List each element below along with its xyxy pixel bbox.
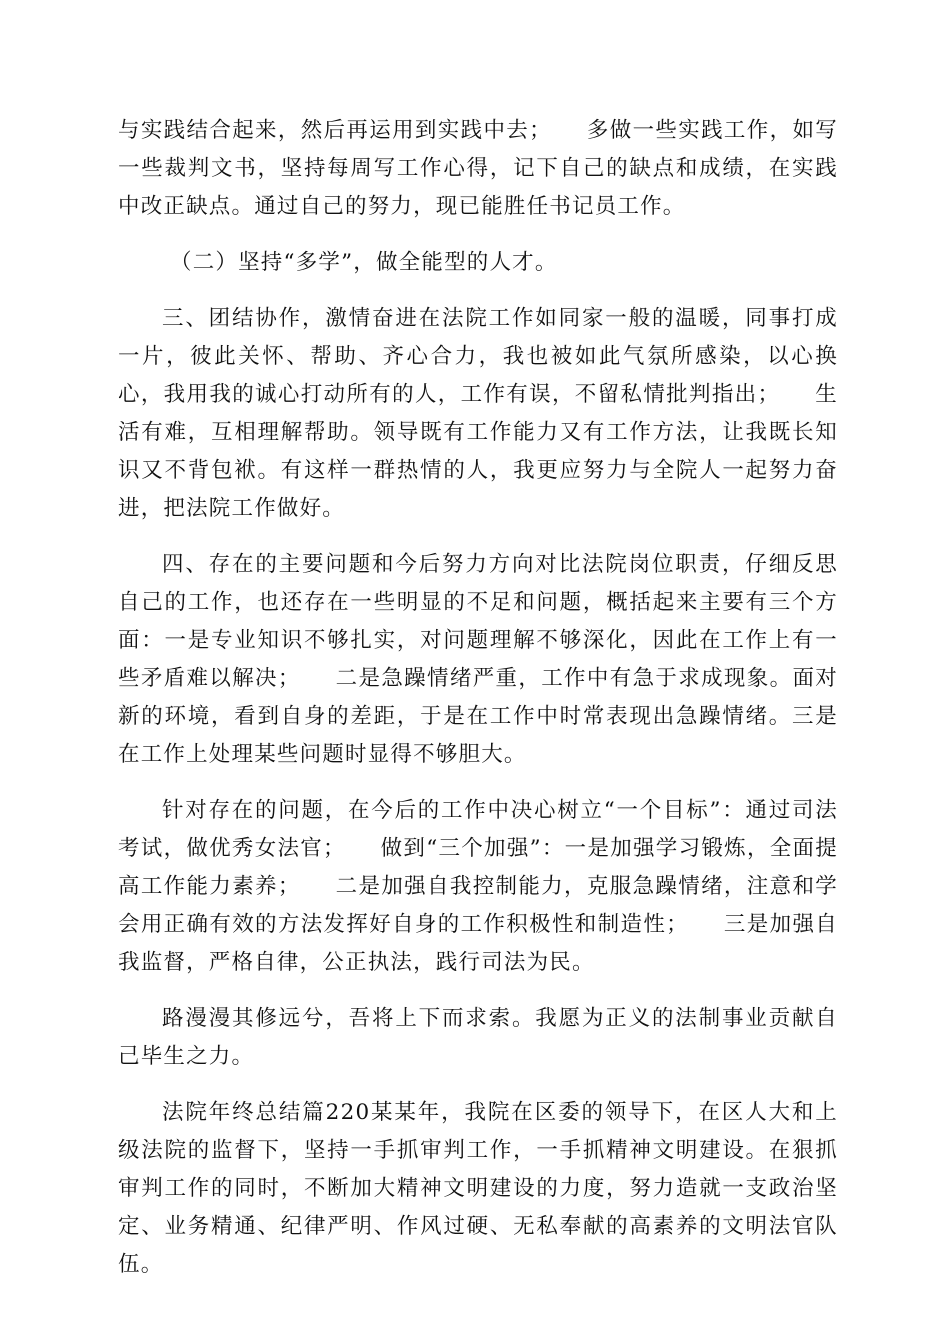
section-heading-duoxue: （二）坚持“多学”，做全能型的人才。 [170, 250, 558, 275]
paragraph-annual-summary: 法院年终总结篇220某某年，我院在区委的领导下，在区人大和上级法院的监督下，坚持一手抓审判工作，一手抓精神文明建设。在狠抓审判工作的同时，不断加大精神文明建设的力度，努力造就一支政治坚定、业务精通、纪律严明、作风过硬、无私奉献的高素养的文明法官队伍。 [118, 1100, 838, 1277]
paragraph-problems: 四、存在的主要问题和今后努力方向对比法院岗位职责，仔细反思自己的工作，也还存在一些明显的不足和问题，概括起来主要有三个方面：一是专业知识不够扎实，对问题理解不够深化，因此在工作上有一些矛盾难以解决； 二是急躁情绪严重，工作中有急于求成现象。面对新的环境，看到自身的差距，于是在工作中时常表现出急躁情绪。三是在工作上处理某些问题时显得不够胆大。 [118, 552, 838, 767]
paragraph-goals: 针对存在的问题，在今后的工作中决心树立“一个目标”：通过司法考试，做优秀女法官； 做到“三个加强”：一是加强学习锻炼，全面提高工作能力素养； 二是加强自我控制能力，克服急躁情绪，注意和学会用正确有效的方法发挥好自身的工作积极性和制造性； 三是加强自我监督，严格自律，公正执法，践行司法为民。 [118, 798, 838, 975]
paragraph-teamwork: 三、团结协作，激情奋进在法院工作如同家一般的温暖，同事打成一片，彼此关怀、帮助、齐心合力，我也被如此气氛所感染，以心换心，我用我的诚心打动所有的人，工作有误，不留私情批判指出； 生活有难，互相理解帮助。领导既有工作能力又有工作方法，让我既长知识又不背包袱。有这样一群热情的人，我更应努力与全院人一起努力奋进，把法院工作做好。 [118, 306, 838, 521]
paragraph-closing: 路漫漫其修远兮，吾将上下而求索。我愿为正义的法制事业贡献自己毕生之力。 [118, 1006, 838, 1069]
paragraph-practice: 与实践结合起来，然后再运用到实践中去； 多做一些实践工作，如写一些裁判文书，坚持每周写工作心得，记下自己的缺点和成绩，在实践中改正缺点。通过自己的努力，现已能胜任书记员工作。 [118, 118, 838, 219]
document-body [118, 112, 838, 1302]
